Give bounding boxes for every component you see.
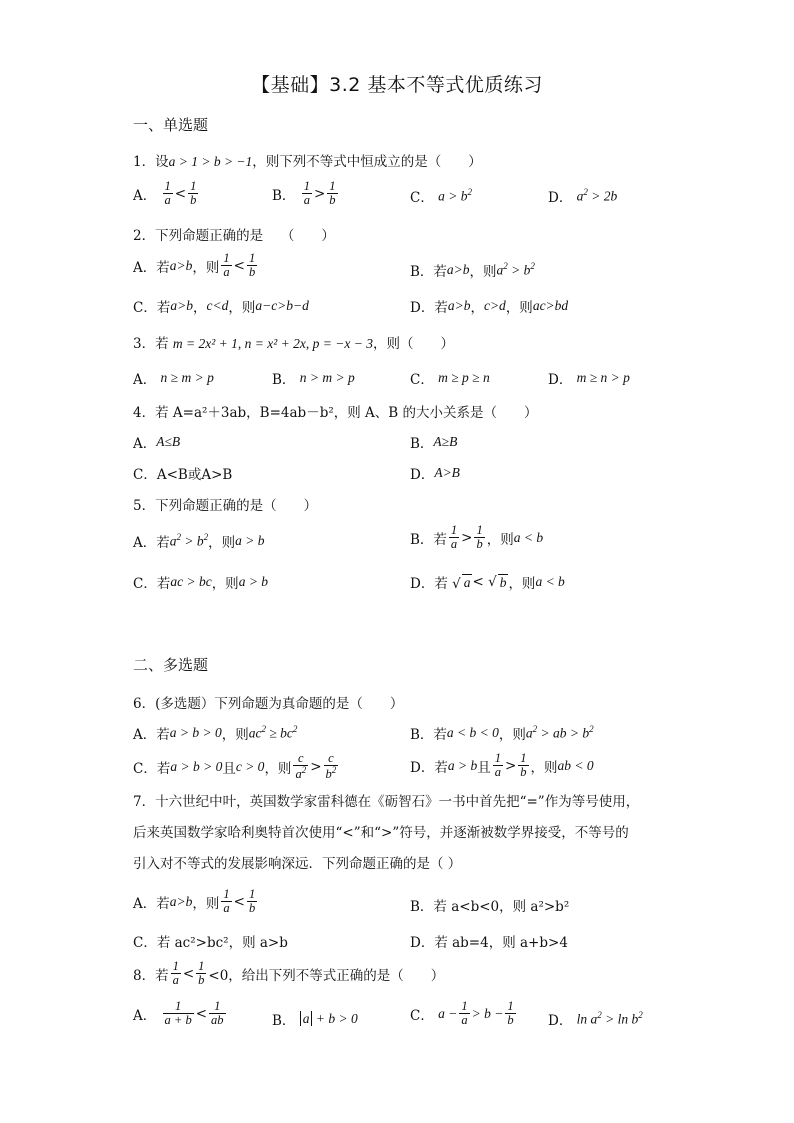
q7-option-c: C． 若 ac²>bc²，则 a>b <box>133 935 288 951</box>
q3-option-d: D． m ≥ n > p <box>548 370 630 388</box>
q1-option-a: A． $\frac{1}{a}$ < $\frac{1}{b}$ <box>133 179 197 208</box>
q7-option-a: A．若 a>b ，则 $\frac{1}{a}$ < $\frac{1}{b}$ <box>133 887 256 916</box>
section-single-choice: 一、单选题 <box>133 116 209 134</box>
q8-option-a: A． $\frac{1}{a + b}$ < $\frac{1}{ab}$ <box>133 999 224 1028</box>
q1-option-c: C． $a > b^2$ <box>410 187 473 206</box>
page-title: 【基础】3.2 基本不等式优质练习 <box>251 74 543 96</box>
q1-condition: a > 1 > b > −1 <box>168 154 253 169</box>
q3-option-a: A． n ≥ m > p <box>133 370 214 388</box>
q6-option-b: B．若 a < b < 0 ，则 $a^2$ > ab > $b^2$ <box>410 724 594 743</box>
q2-option-d: D．若 a>b ， c>d ，则 ac>bd <box>410 298 569 316</box>
question-1: 1．设a > 1 > b > −1，则下列不等式中恒成立的是（ ） <box>133 154 482 170</box>
q6-option-c: C．若 a > b > 0 且 c > 0 ，则 $\frac{c}{a^2}$ > $\frac{c}{b^2}$ <box>133 751 337 782</box>
q4-option-c: C． A<B或A>B <box>133 467 233 483</box>
q4-option-d: D． A>B <box>410 465 460 483</box>
q8-option-b: B． a + b > 0 <box>272 1011 358 1029</box>
q8-option-d: D． $\ln a^2 > \ln b^2$ <box>548 1010 643 1029</box>
q5-option-c: C．若 ac > bc ，则 a > b <box>133 574 269 592</box>
q5-option-a: A．若 $a^2 > b^2$ ，则 a > b <box>133 532 265 551</box>
question-7: 7．十六世纪中叶，英国数学家雷科德在《砺智石》一书中首先把“=”作为等号使用， 后来英国数学家哈利奥特首次使用“<”和“>”符号，并逐渐被数学界接受，不等号的 引入对不等式的发展影响深远．下列命题正确的是（ ） <box>133 794 640 872</box>
question-3: 3．若 m = 2x² + 1, n = x² + 2x, p = −x − 3，则（ ） <box>133 336 454 352</box>
q2-option-a: A．若 a>b ，则 $\frac{1}{a}$ < $\frac{1}{b}$ <box>133 251 256 280</box>
q2-option-b: B．若 a>b ，则 $a^2 > b^2$ <box>410 261 535 280</box>
q6-option-d: D．若 a > b 且 $\frac{1}{a}$ > $\frac{1}{b}$ ，则 ab < 0 <box>410 751 594 780</box>
question-2: 2．下列命题正确的是 （ ） <box>133 228 335 244</box>
q4-option-b: B． A≥B <box>410 434 458 452</box>
question-6: 6．(多选题）下列命题为真命题的是（ ） <box>133 696 404 712</box>
q5-option-b: B．若 $\frac{1}{a}$ > $\frac{1}{b}$ ，则 a < b <box>410 523 544 552</box>
question-4: 4．若 A=a²＋3ab，B=4ab－b²，则 A、B 的大小关系是（ ） <box>133 405 538 421</box>
q8-option-c: C． a − $\frac{1}{a}$ > b − $\frac{1}{b}$ <box>410 999 514 1028</box>
q5-option-d: D．若 √ a < √ b ，则 a < b <box>410 574 565 592</box>
q7-option-d: D． 若 ab=4，则 a+b>4 <box>410 935 568 951</box>
q7-option-b: B． 若 a<b<0，则 a²>b² <box>410 899 570 915</box>
q3-option-c: C． m ≥ p ≥ n <box>410 370 490 388</box>
q1-option-d: D． $a^2 > 2b$ <box>548 187 618 206</box>
q4-option-a: A． A≤B <box>133 434 181 452</box>
question-8: 8．若 $\frac{1}{a}$ < $\frac{1}{b}$ <0，给出下列不等式正确的是（ ） <box>133 959 445 988</box>
q2-option-c: C．若 a>b ， c<d ，则 a−c>b−d <box>133 298 309 316</box>
question-5: 5．下列命题正确的是（ ） <box>133 498 318 514</box>
section-multiple-choice: 二、多选题 <box>133 656 209 674</box>
q1-option-b: B． $\frac{1}{a}$ > $\frac{1}{b}$ <box>272 179 336 208</box>
q3-option-b: B． n > m > p <box>272 370 355 388</box>
q6-option-a: A．若 a > b > 0 ，则 $ac^2 \ge bc^2$ <box>133 724 298 743</box>
